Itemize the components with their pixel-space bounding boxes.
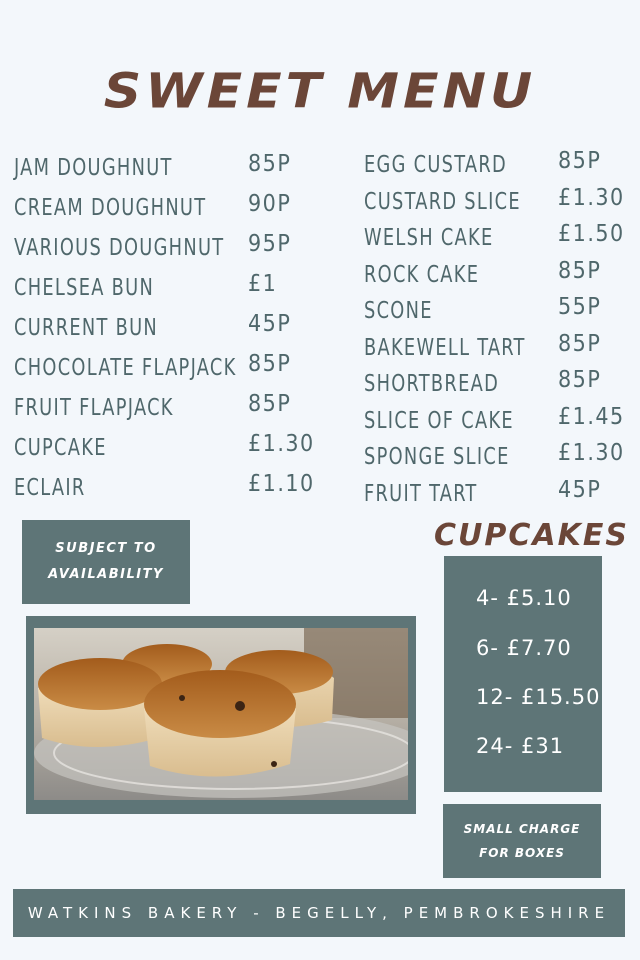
menu-item-name: SHORTBREAD (364, 371, 500, 397)
menu-item-name: SLICE OF CAKE (364, 407, 514, 434)
menu-item-price: 95P (248, 231, 292, 257)
menu-item-price: 55P (558, 294, 602, 320)
menu-item-name: SPONGE SLICE (364, 444, 510, 470)
menu-item-name: BAKEWELL TART (364, 334, 526, 361)
menu-item-name: CHELSEA BUN (14, 275, 155, 301)
menu-item-price: 85P (248, 351, 292, 377)
cupcake-price: 24- £31 (476, 734, 565, 758)
menu-item-price: £1.30 (558, 184, 625, 211)
menu-item-name: ROCK CAKE (364, 261, 480, 288)
availability-line: AVAILABILITY (48, 567, 164, 582)
scones-illustration (34, 628, 408, 800)
footer-banner (13, 889, 625, 937)
cupcakes-title: CUPCAKES (434, 518, 629, 553)
menu-item-price: 85P (558, 330, 602, 357)
menu-item-name: CUPCAKE (14, 435, 107, 461)
menu-item-name: CREAM DOUGHNUT (14, 195, 207, 221)
menu-item-name: CUSTARD SLICE (364, 188, 521, 215)
scones-photo (34, 628, 408, 800)
menu-item-price: £1.10 (248, 471, 315, 497)
cupcake-price: 6- £7.70 (476, 636, 572, 660)
menu-item-name: SCONE (364, 298, 433, 324)
boxes-note-line: FOR BOXES (479, 846, 565, 860)
menu-item-price: 90P (248, 191, 292, 217)
cupcake-price: 4- £5.10 (476, 586, 572, 610)
menu-item-price: 45P (558, 476, 602, 503)
cupcake-price: 12- £15.50 (476, 685, 601, 709)
menu-item-name: FRUIT FLAPJACK (14, 395, 174, 421)
menu-item-name: EGG CUSTARD (364, 152, 508, 178)
menu-item-name: FRUIT TART (364, 480, 478, 507)
menu-item-name: CHOCOLATE FLAPJACK (14, 355, 237, 381)
boxes-charge-note (443, 804, 601, 878)
boxes-note-line: SMALL CHARGE (463, 822, 581, 836)
footer-text: WATKINS BAKERY - BEGELLY, PEMBROKESHIRE (27, 904, 611, 922)
menu-item-price: 85P (558, 148, 602, 174)
photo-frame (26, 616, 416, 814)
menu-item-name: WELSH CAKE (364, 225, 494, 251)
menu-item-name: VARIOUS DOUGHNUT (14, 235, 225, 261)
availability-line: SUBJECT TO (55, 541, 157, 556)
menu-item-price: £1.50 (558, 221, 625, 247)
menu-item-price: 85P (558, 257, 602, 284)
menu-item-price: 85P (248, 391, 292, 417)
menu-item-price: 85P (248, 151, 292, 177)
menu-item-name: ECLAIR (14, 475, 86, 501)
availability-note (22, 520, 190, 604)
menu-item-price: £1.45 (558, 403, 625, 430)
menu-item-name: JAM DOUGHNUT (14, 155, 173, 181)
menu-item-price: £1 (248, 271, 278, 297)
menu-title: SWEET MENU (103, 64, 537, 120)
menu-item-name: CURRENT BUN (14, 315, 158, 341)
menu-item-price: £1.30 (558, 440, 625, 466)
menu-item-price: £1.30 (248, 431, 315, 457)
cupcakes-price-panel (444, 556, 602, 792)
menu-item-price: 85P (558, 367, 602, 393)
menu-item-price: 45P (248, 311, 292, 337)
